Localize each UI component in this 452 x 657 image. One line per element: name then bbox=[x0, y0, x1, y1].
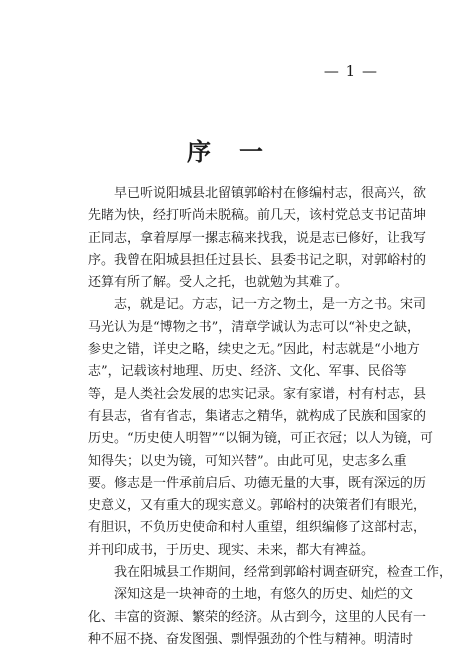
text-line: 知得失；以史为镜，可知兴替”。由此可见，史志多么重 bbox=[88, 453, 407, 469]
text-line: 早已听说阳城县北留镇郭峪村在修编村志，很高兴，欲 bbox=[114, 186, 427, 201]
text-line: 有县志，省有省志，集诸志之精华，就构成了民族和国家的 bbox=[88, 408, 427, 424]
text-line: 志，就是记。方志，记一方之物土，是一方之书。宋司 bbox=[114, 297, 427, 313]
text-line: 正同志，拿着厚厚一摞志稿来找我，说是志已修好，让我写 bbox=[88, 230, 427, 246]
text-line: 等，是人类社会发展的忠实记录。家有家谱，村有村志，县 bbox=[88, 386, 427, 402]
text-line: 历史。“历史使人明智”“以铜为镜，可正衣冠；以人为镜，可 bbox=[88, 431, 433, 447]
text-line: 志”，记载该村地理、历史、经济、文化、军事、民俗等 bbox=[88, 364, 407, 380]
page-number: — 1 — bbox=[323, 62, 378, 80]
text-line: 先睹为快，经打听尚未脱稿。前几天，该村党总支书记苗坤 bbox=[88, 208, 427, 224]
text-line: 序。我曾在阳城县担任过县长、县委书记之职，对郭峪村的 bbox=[88, 252, 427, 268]
text-line: 种不屈不挠、奋发图强、剽悍强劲的个性与精神。明清时 bbox=[88, 631, 414, 647]
text-line: 有胆识，不负历史使命和村人重望，组织编修了这部村志， bbox=[88, 520, 427, 536]
text-line: 马光认为是“博物之书”，清章学诚认为志可以“补史之缺， bbox=[88, 319, 420, 335]
text-line: 参史之错，详史之略，续史之无。”因此，村志就是“小地方 bbox=[88, 342, 420, 358]
text-line: 深知这是一块神奇的土地，有悠久的历史、灿烂的文 bbox=[114, 587, 414, 603]
preface-title: 序一 bbox=[187, 138, 291, 166]
preface-body bbox=[88, 183, 452, 651]
text-line: 还算有所了解。受人之托，也就勉为其难了。 bbox=[88, 275, 349, 291]
text-line: 史意义，又有重大的现实意义。郭峪村的决策者们有眼光， bbox=[88, 498, 427, 514]
text-line: 并刊印成书，于历史、现实、未来，都大有裨益。 bbox=[88, 542, 375, 558]
text-line: 我在阳城县工作期间，经常到郭峪村调查研究，检查工作， bbox=[114, 565, 452, 581]
text-line: 要。修志是一件承前启后、功德无量的大事，既有深远的历 bbox=[88, 475, 427, 491]
text-line: 化、丰富的资源、繁荣的经济。从古到今，这里的人民有一 bbox=[88, 609, 427, 625]
